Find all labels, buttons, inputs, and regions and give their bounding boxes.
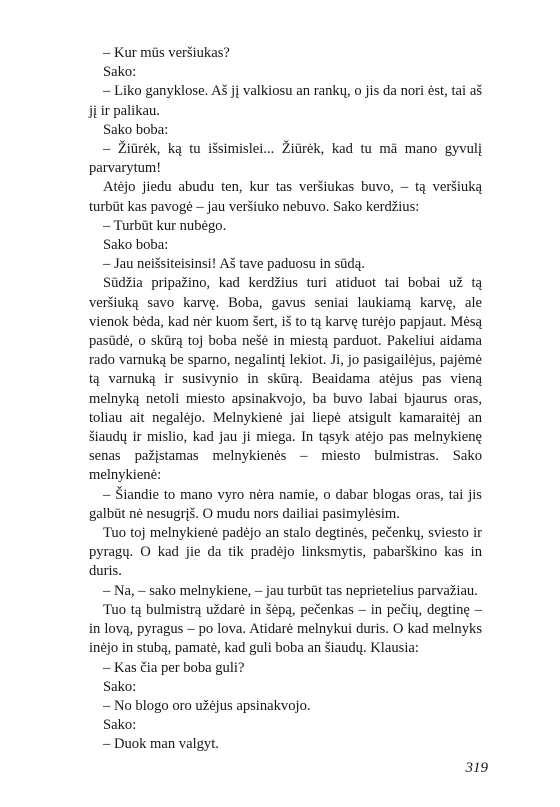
paragraph: – Na, – sako melnykiene, – jau turbūt tas neprietelius parvažiau. <box>103 582 478 599</box>
paragraph: – Kas čia per boba guli? <box>103 659 245 676</box>
paragraph: Sūdžia pripažino, kad kerdžius turi atiduot tai bobai už tą veršiuką savo karvę. Boba, gavus seniai laukiamą karvę, ale vienok bėda, kad nėr kuom šert, iš to tą karvę turėjo papjaut. Mėsą pasūdė, o skūrą toj boba nešė in miestą parduot. Pakeliui aidama rado varnuką be sparno, negalintį lekiot. Ji, jo pasigailėjus, pajėmė tą varnuką ir susivynio in skūrą. Beaidama atėjus pas vieną melnyką netoli miesto apsinakvojo, ba buvo labai bjaurus oras, toliau ait negalėjo. Melnykienė jai liepė atsigult kamaraitėj an šiaudų ir mislio, kad jau ji miega. In tąsyk atėjo pas melnykienę senas pažįstamas melnykienės – miesto bulmistras. Sako melnykienė: <box>89 275 482 484</box>
paragraph: – Žiūrėk, ką tu išsimislei... Žiūrėk, kad tu mā mano gyvulį parvarytum! <box>89 141 482 177</box>
page-number: 319 <box>465 760 488 776</box>
paragraph: – No blogo oro užėjus apsinakvojo. <box>103 697 311 714</box>
paragraph: – Jau neišsiteisinsi! Aš tave paduosu in sūdą. <box>103 256 365 273</box>
page-text <box>89 44 482 755</box>
paragraph: – Liko ganyklose. Aš jį valkiosu an rankų, o jis da nori ėst, tai aš jį ir palikau. <box>89 83 482 119</box>
paragraph: – Šiandie to mano vyro nėra namie, o dabar blogas oras, tai jis galbūt nė nesugrįš. O mudu nors dailiai pasimylėsim. <box>89 486 482 522</box>
paragraph: Tuo tą bulmistrą uždarė in šėpą, pečenkas – in pečių, degtinę – in lovą, pyragus – po lova. Atidarė melnykui duris. O kad melnyks inėjo in stubą, pamatė, kad guli boba an šiaudų. Klausia: <box>89 601 482 657</box>
paragraph: Sako: <box>103 717 137 734</box>
paragraph: Sako boba: <box>103 121 169 138</box>
paragraph: – Turbūt kur nubėgo. <box>103 217 227 234</box>
paragraph: Sako: <box>103 64 137 81</box>
paragraph: Sako: <box>103 678 137 695</box>
paragraph: – Duok man valgyt. <box>103 736 219 753</box>
paragraph: – Kur mūs veršiukas? <box>103 45 230 61</box>
paragraph: Sako boba: <box>103 237 169 254</box>
paragraph: Tuo toj melnykienė padėjo an stalo degtinės, pečenkų, sviesto ir pyragų. O kad jie da tik pradėjo linksmytis, pabarškino kas in duris. <box>89 525 482 580</box>
paragraph: Atėjo jiedu abudu ten, kur tas veršiukas buvo, – tą veršiuką turbūt kas pavogė – jau veršiuko nebuvo. Sako kerdžius: <box>89 179 482 215</box>
